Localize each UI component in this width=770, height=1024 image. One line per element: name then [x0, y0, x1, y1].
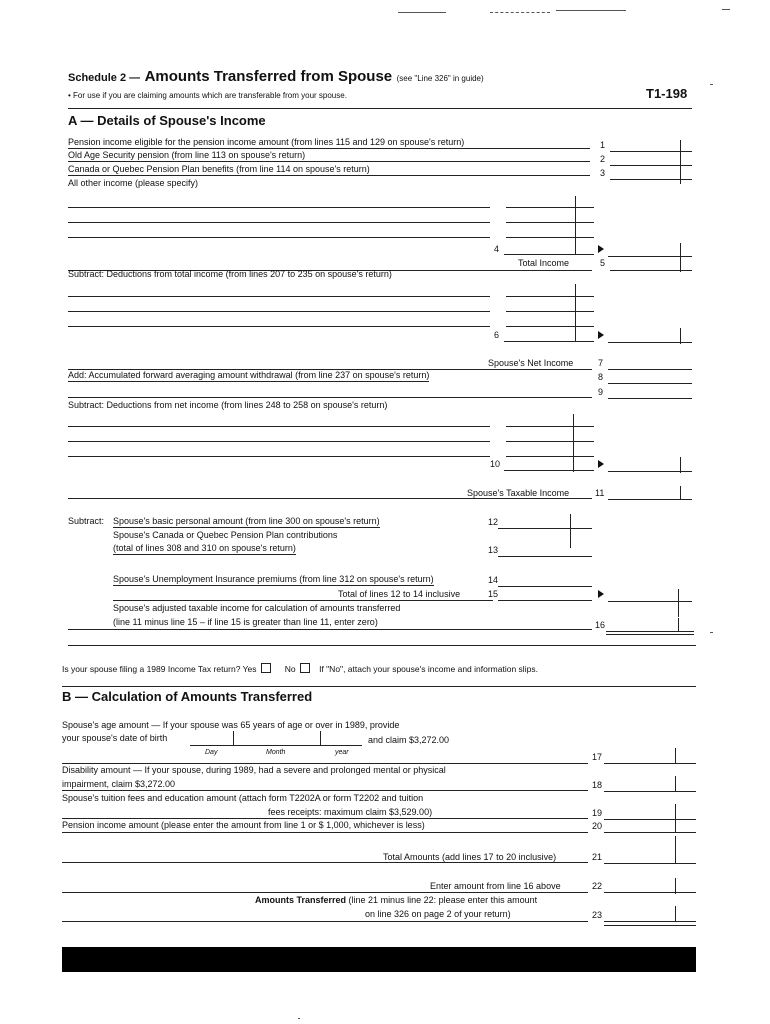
- other-income-line-b[interactable]: [68, 222, 490, 223]
- line-number-22: 22: [592, 881, 603, 891]
- line-19-field[interactable]: [604, 819, 696, 820]
- schedule-title-row: [68, 68, 484, 86]
- see-guide-note: (see "Line 326" in guide): [396, 74, 484, 83]
- footer-bar: [62, 947, 696, 972]
- net-deduction-line-a[interactable]: [68, 426, 490, 427]
- ui-premiums-label: Spouse's Unemployment Insurance premiums (from line 312 on spouse's return): [113, 574, 434, 584]
- arrow-icon: [598, 245, 604, 253]
- line-6-field[interactable]: [504, 341, 594, 342]
- line-2-label: Old Age Security pension (from line 113 on spouse's return): [68, 150, 590, 162]
- line-8-field[interactable]: [608, 383, 692, 384]
- line-15-field[interactable]: [498, 600, 592, 601]
- line-14-field[interactable]: [498, 586, 592, 587]
- line-17-field[interactable]: [604, 763, 696, 764]
- line-number-19: 19: [592, 808, 603, 818]
- line-number-6: 6: [494, 330, 500, 340]
- line-number-3: 3: [600, 168, 606, 178]
- taxable-income-label: Spouse's Taxable Income: [467, 488, 570, 498]
- line-number-5: 5: [600, 258, 606, 268]
- line-12-field[interactable]: [498, 528, 592, 529]
- section-a-title: A — Details of Spouse's Income: [68, 113, 266, 128]
- no-label: No: [284, 664, 296, 674]
- subtract-deductions-net-label: Subtract: Deductions from net income (from lines 248 to 258 on spouse's return): [68, 400, 388, 410]
- net-deduction-line-c[interactable]: [68, 456, 490, 457]
- net-income-label: Spouse's Net Income: [488, 358, 574, 368]
- line-number-12: 12: [488, 517, 499, 527]
- month-label: Month: [266, 749, 286, 756]
- line-22-field[interactable]: [604, 892, 696, 893]
- line-number-21: 21: [592, 852, 603, 862]
- basic-personal-label: Spouse's basic personal amount (from line 300 on spouse's return): [113, 516, 380, 526]
- line-number-8: 8: [598, 372, 604, 382]
- enter-line16-label: Enter amount from line 16 above: [430, 881, 561, 891]
- line-number-9: 9: [598, 387, 604, 397]
- filing-question: Is your spouse filing a 1989 Income Tax return?: [62, 664, 241, 674]
- line-number-4: 4: [494, 244, 500, 254]
- line-20-field[interactable]: [604, 832, 696, 833]
- line-number-2: 2: [600, 154, 606, 164]
- add-forward-averaging-label: Add: Accumulated forward averaging amount withdrawal (from line 237 on spouse's return): [68, 370, 430, 380]
- net-deduction-line-b[interactable]: [68, 441, 490, 442]
- total-income-label: Total Income: [518, 258, 570, 268]
- line-3-label: Canada or Quebec Pension Plan benefits (from line 114 on spouse's return): [68, 164, 590, 176]
- line-number-18: 18: [592, 780, 603, 790]
- line-13-field[interactable]: [498, 556, 592, 557]
- disability-label-1: Disability amount — If your spouse, during 1989, had a severe and prolonged mental or physical: [62, 765, 446, 775]
- arrow-icon: [598, 460, 604, 468]
- filing-note: If "No", attach your spouse's income and information slips.: [319, 664, 538, 674]
- disability-label-2: impairment, claim $3,272.00: [62, 779, 176, 789]
- pension-amount-label: Pension income amount (please enter the amount from line 1 or $ 1,000, whichever is less): [62, 820, 425, 830]
- line-number-17: 17: [592, 752, 603, 762]
- cpp-contrib-label-1: Spouse's Canada or Quebec Pension Plan contributions: [113, 530, 338, 540]
- total-12-14-label: Total of lines 12 to 14 inclusive: [338, 589, 461, 599]
- deduction-line-c[interactable]: [68, 326, 490, 327]
- schedule-subtitle: • For use if you are claiming amounts which are transferable from your spouse.: [68, 91, 347, 100]
- other-income-line-a[interactable]: [68, 207, 490, 208]
- line-4-field[interactable]: [504, 254, 594, 255]
- yes-checkbox[interactable]: [261, 663, 271, 673]
- line-number-23: 23: [592, 910, 603, 920]
- line-16-field[interactable]: [606, 631, 694, 632]
- line-21-field[interactable]: [604, 863, 696, 864]
- line-23-field[interactable]: [604, 921, 696, 922]
- line-number-10: 10: [490, 459, 501, 469]
- tuition-label-2: fees receipts: maximum claim $3,529.00): [268, 807, 433, 817]
- line-number-16: 16: [595, 620, 606, 630]
- no-checkbox[interactable]: [300, 663, 310, 673]
- tuition-label-1: Spouse's tuition fees and education amount (attach form T2202A or form T2202 and tuition: [62, 793, 424, 803]
- line-number-1: 1: [600, 140, 606, 150]
- line-number-11: 11: [595, 488, 605, 498]
- cpp-contrib-label-2: (total of lines 308 and 310 on spouse's return): [113, 543, 296, 553]
- arrow-icon: [598, 590, 604, 598]
- line-number-7: 7: [598, 358, 604, 368]
- other-income-label: All other income (please specify): [68, 178, 199, 188]
- adjusted-income-label-1: Spouse's adjusted taxable income for calculation of amounts transferred: [113, 603, 401, 613]
- amounts-transferred-row: [255, 895, 537, 906]
- day-label: Day: [205, 749, 218, 756]
- subtract-label: Subtract:: [68, 516, 105, 526]
- line-18-field[interactable]: [604, 791, 696, 792]
- adjusted-income-label-2: (line 11 minus line 15 – if line 15 is greater than line 11, enter zero): [113, 617, 378, 627]
- line-number-14: 14: [488, 575, 499, 585]
- deduction-line-b[interactable]: [68, 311, 490, 312]
- schedule-label: Schedule 2 —: [68, 72, 141, 84]
- age-label-1: Spouse's age amount — If your spouse was 65 years of age or over in 1989, provide: [62, 720, 400, 730]
- line-1-label: Pension income eligible for the pension income amount (from lines 115 and 129 on spouse's return): [68, 137, 590, 149]
- total-amounts-label: Total Amounts (add lines 17 to 20 inclusive): [383, 852, 557, 862]
- line-number-20: 20: [592, 821, 603, 831]
- line-7-field[interactable]: [608, 369, 692, 370]
- line-10-field[interactable]: [504, 470, 594, 471]
- line-number-13: 13: [488, 545, 499, 555]
- line-9-field[interactable]: [608, 398, 692, 399]
- deduction-line-a[interactable]: [68, 296, 490, 297]
- year-label: year: [335, 749, 349, 756]
- amounts-transferred-label: Amounts Transferred: [255, 895, 347, 905]
- other-income-line-c[interactable]: [68, 237, 490, 238]
- amounts-transferred-note-2: on line 326 on page 2 of your return): [365, 909, 511, 919]
- line-number-15: 15: [488, 589, 499, 599]
- yes-label: Yes: [242, 664, 257, 674]
- amounts-transferred-note-1: (line 21 minus line 22: please enter this amount: [348, 895, 538, 905]
- subtract-deductions-total-label: Subtract: Deductions from total income (from lines 207 to 235 on spouse's return): [68, 269, 392, 279]
- form-code: T1-198: [646, 86, 688, 101]
- filing-question-row: [62, 663, 538, 675]
- schedule-title: Amounts Transferred from Spouse: [144, 68, 393, 85]
- age-claim-label: and claim $3,272.00: [368, 735, 450, 745]
- date-of-birth-field[interactable]: [190, 745, 362, 746]
- arrow-icon: [598, 331, 604, 339]
- section-b-title: B — Calculation of Amounts Transferred: [62, 689, 313, 704]
- age-label-2: your spouse's date of birth: [62, 733, 168, 743]
